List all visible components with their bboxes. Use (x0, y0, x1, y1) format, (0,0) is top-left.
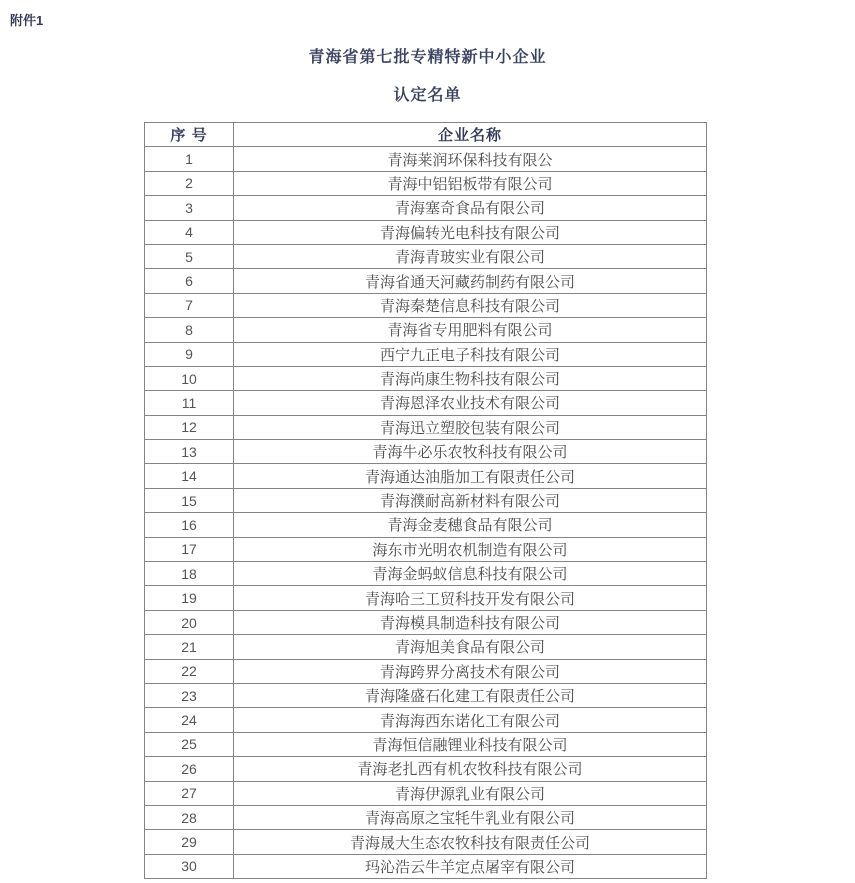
row-seq: 25 (145, 732, 234, 756)
row-seq: 29 (145, 830, 234, 854)
table-row (145, 683, 707, 707)
row-seq: 10 (145, 366, 234, 390)
row-seq: 4 (145, 220, 234, 244)
row-company-name: 青海迅立塑胶包装有限公司 (234, 415, 707, 439)
row-company-name: 青海尚康生物科技有限公司 (234, 366, 707, 390)
table-row (145, 220, 707, 244)
row-seq: 14 (145, 464, 234, 488)
row-seq: 17 (145, 537, 234, 561)
table-row (145, 708, 707, 732)
table-row (145, 293, 707, 317)
row-seq: 18 (145, 562, 234, 586)
row-company-name: 青海模具制造科技有限公司 (234, 610, 707, 634)
row-company-name: 青海恩泽农业技术有限公司 (234, 391, 707, 415)
document-title-line1: 青海省第七批专精特新中小企业 (308, 49, 547, 66)
row-seq: 23 (145, 683, 234, 707)
row-company-name: 青海旭美食品有限公司 (234, 635, 707, 659)
table-row (145, 415, 707, 439)
row-company-name: 西宁九正电子科技有限公司 (234, 342, 707, 366)
row-seq: 5 (145, 244, 234, 268)
row-company-name: 青海莱润环保科技有限公 (234, 147, 707, 171)
row-seq: 2 (145, 171, 234, 195)
table-row (145, 171, 707, 195)
row-seq: 28 (145, 805, 234, 829)
row-company-name: 青海通达油脂加工有限责任公司 (234, 464, 707, 488)
column-header-company-name: 企业名称 (234, 123, 707, 147)
row-company-name: 青海晟大生态农牧科技有限责任公司 (234, 830, 707, 854)
table-header-row (145, 123, 707, 147)
row-company-name: 青海跨界分离技术有限公司 (234, 659, 707, 683)
row-company-name: 青海高原之宝牦牛乳业有限公司 (234, 805, 707, 829)
table-row (145, 537, 707, 561)
table-row (145, 513, 707, 537)
table-row (145, 244, 707, 268)
table-row (145, 610, 707, 634)
row-seq: 11 (145, 391, 234, 415)
row-company-name: 青海秦楚信息科技有限公司 (234, 293, 707, 317)
table-row (145, 391, 707, 415)
row-seq: 16 (145, 513, 234, 537)
row-seq: 3 (145, 196, 234, 220)
table-row (145, 562, 707, 586)
row-company-name: 海东市光明农机制造有限公司 (234, 537, 707, 561)
table-body (145, 147, 707, 879)
row-company-name: 青海老扎西有机农牧科技有限公司 (234, 757, 707, 781)
row-company-name: 青海偏转光电科技有限公司 (234, 220, 707, 244)
row-seq: 6 (145, 269, 234, 293)
document-title-line2: 认定名单 (393, 87, 462, 104)
row-company-name: 青海海西东诺化工有限公司 (234, 708, 707, 732)
row-company-name: 青海伊源乳业有限公司 (234, 781, 707, 805)
table-row (145, 732, 707, 756)
row-company-name: 青海金麦穗食品有限公司 (234, 513, 707, 537)
row-seq: 9 (145, 342, 234, 366)
table-row (145, 805, 707, 829)
row-company-name: 玛沁浩云牛羊定点屠宰有限公司 (234, 854, 707, 878)
table-row (145, 854, 707, 878)
column-header-seq: 序 号 (145, 123, 234, 147)
row-seq: 13 (145, 440, 234, 464)
table-row (145, 830, 707, 854)
table-row (145, 464, 707, 488)
row-seq: 15 (145, 488, 234, 512)
row-seq: 24 (145, 708, 234, 732)
table-row (145, 318, 707, 342)
row-company-name: 青海恒信融锂业科技有限公司 (234, 732, 707, 756)
table-row (145, 757, 707, 781)
table-row (145, 147, 707, 171)
table-row (145, 586, 707, 610)
row-seq: 8 (145, 318, 234, 342)
row-seq: 19 (145, 586, 234, 610)
table-row (145, 781, 707, 805)
row-company-name: 青海塞奇食品有限公司 (234, 196, 707, 220)
table-row (145, 342, 707, 366)
table-row (145, 635, 707, 659)
row-seq: 1 (145, 147, 234, 171)
row-seq: 7 (145, 293, 234, 317)
row-company-name: 青海金蚂蚁信息科技有限公司 (234, 562, 707, 586)
row-seq: 30 (145, 854, 234, 878)
table-row (145, 269, 707, 293)
row-company-name: 青海濮耐高新材料有限公司 (234, 488, 707, 512)
row-company-name: 青海哈三工贸科技开发有限公司 (234, 586, 707, 610)
company-table (144, 122, 707, 879)
row-seq: 21 (145, 635, 234, 659)
row-company-name: 青海青玻实业有限公司 (234, 244, 707, 268)
row-company-name: 青海中铝铝板带有限公司 (234, 171, 707, 195)
table-row (145, 488, 707, 512)
row-seq: 26 (145, 757, 234, 781)
row-seq: 12 (145, 415, 234, 439)
table-row (145, 440, 707, 464)
table-row (145, 196, 707, 220)
table-row (145, 366, 707, 390)
table-row (145, 659, 707, 683)
row-seq: 22 (145, 659, 234, 683)
row-seq: 20 (145, 610, 234, 634)
row-company-name: 青海省通天河藏药制药有限公司 (234, 269, 707, 293)
row-company-name: 青海隆盛石化建工有限责任公司 (234, 683, 707, 707)
row-company-name: 青海省专用肥料有限公司 (234, 318, 707, 342)
attachment-label: 附件1 (10, 13, 44, 28)
row-company-name: 青海牛必乐农牧科技有限公司 (234, 440, 707, 464)
row-seq: 27 (145, 781, 234, 805)
